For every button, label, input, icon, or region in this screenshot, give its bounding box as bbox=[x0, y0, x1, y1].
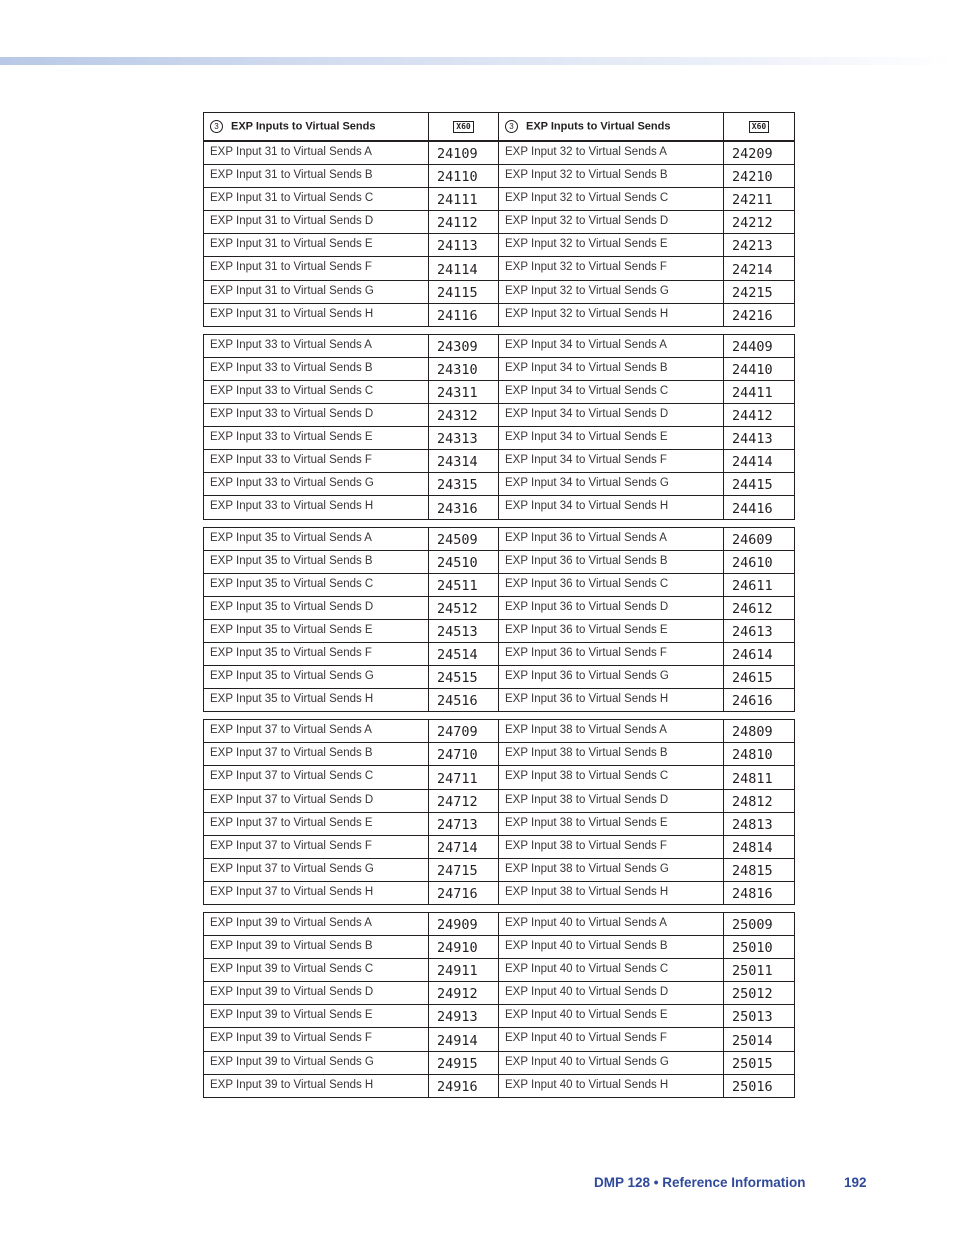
table-row bbox=[204, 642, 795, 665]
right-command-code: 25015 bbox=[724, 1051, 795, 1074]
command-table bbox=[203, 112, 794, 1098]
table-row bbox=[204, 881, 795, 904]
right-function-cell: EXP Input 38 to Virtual Sends G bbox=[499, 858, 724, 881]
right-function-cell: EXP Input 34 to Virtual Sends E bbox=[499, 427, 724, 450]
left-function-cell: EXP Input 31 to Virtual Sends C bbox=[204, 188, 429, 211]
right-command-code: 24209 bbox=[724, 142, 795, 165]
right-function-cell: EXP Input 32 to Virtual Sends F bbox=[499, 257, 724, 280]
right-function-cell: EXP Input 34 to Virtual Sends A bbox=[499, 334, 724, 357]
header-decorative-band bbox=[0, 57, 954, 65]
left-command-code: 24115 bbox=[429, 280, 499, 303]
table-row bbox=[204, 357, 795, 380]
right-command-code: 24812 bbox=[724, 789, 795, 812]
left-command-code: 24909 bbox=[429, 913, 499, 936]
left-command-code: 24712 bbox=[429, 789, 499, 812]
table-row bbox=[204, 720, 795, 743]
left-command-code: 24316 bbox=[429, 496, 499, 519]
right-command-code: 24409 bbox=[724, 334, 795, 357]
header-left-device-cell bbox=[429, 113, 499, 141]
right-function-cell: EXP Input 38 to Virtual Sends A bbox=[499, 720, 724, 743]
table-groups bbox=[203, 141, 794, 1098]
right-function-cell: EXP Input 40 to Virtual Sends E bbox=[499, 1005, 724, 1028]
right-function-cell: EXP Input 36 to Virtual Sends H bbox=[499, 689, 724, 712]
left-function-cell: EXP Input 39 to Virtual Sends E bbox=[204, 1005, 429, 1028]
left-command-code: 24916 bbox=[429, 1074, 499, 1097]
left-command-code: 24109 bbox=[429, 142, 499, 165]
right-command-code: 25013 bbox=[724, 1005, 795, 1028]
table-header bbox=[203, 112, 795, 141]
table-row bbox=[204, 858, 795, 881]
right-command-code: 24411 bbox=[724, 380, 795, 403]
right-command-code: 24610 bbox=[724, 550, 795, 573]
left-function-cell: EXP Input 31 to Virtual Sends A bbox=[204, 142, 429, 165]
right-function-cell: EXP Input 32 to Virtual Sends C bbox=[499, 188, 724, 211]
left-function-cell: EXP Input 39 to Virtual Sends F bbox=[204, 1028, 429, 1051]
left-function-cell: EXP Input 37 to Virtual Sends D bbox=[204, 789, 429, 812]
left-command-code: 24716 bbox=[429, 881, 499, 904]
right-command-code: 24814 bbox=[724, 835, 795, 858]
right-function-cell: EXP Input 32 to Virtual Sends G bbox=[499, 280, 724, 303]
page-footer bbox=[594, 1175, 867, 1190]
table-row bbox=[204, 450, 795, 473]
left-command-code: 24713 bbox=[429, 812, 499, 835]
table-row bbox=[204, 380, 795, 403]
right-command-code: 24216 bbox=[724, 303, 795, 326]
table-row bbox=[204, 1005, 795, 1028]
left-command-code: 24913 bbox=[429, 1005, 499, 1028]
right-command-code: 24813 bbox=[724, 812, 795, 835]
left-function-cell: EXP Input 37 to Virtual Sends H bbox=[204, 881, 429, 904]
left-command-code: 24715 bbox=[429, 858, 499, 881]
left-function-cell: EXP Input 31 to Virtual Sends H bbox=[204, 303, 429, 326]
table-group bbox=[203, 141, 795, 327]
left-function-cell: EXP Input 37 to Virtual Sends C bbox=[204, 766, 429, 789]
left-command-code: 24312 bbox=[429, 404, 499, 427]
right-command-code: 24815 bbox=[724, 858, 795, 881]
left-function-cell: EXP Input 31 to Virtual Sends E bbox=[204, 234, 429, 257]
left-command-code: 24314 bbox=[429, 450, 499, 473]
table-row bbox=[204, 573, 795, 596]
right-function-cell: EXP Input 36 to Virtual Sends E bbox=[499, 619, 724, 642]
circled-number-icon: 3 bbox=[505, 120, 518, 133]
right-command-code: 24810 bbox=[724, 743, 795, 766]
left-function-cell: EXP Input 35 to Virtual Sends F bbox=[204, 642, 429, 665]
right-command-code: 24410 bbox=[724, 357, 795, 380]
table-row bbox=[204, 913, 795, 936]
right-command-code: 24412 bbox=[724, 404, 795, 427]
right-function-cell: EXP Input 34 to Virtual Sends G bbox=[499, 473, 724, 496]
right-function-cell: EXP Input 34 to Virtual Sends B bbox=[499, 357, 724, 380]
right-command-code: 24213 bbox=[724, 234, 795, 257]
table-row bbox=[204, 473, 795, 496]
right-command-code: 24614 bbox=[724, 642, 795, 665]
table-row bbox=[204, 188, 795, 211]
left-command-code: 24310 bbox=[429, 357, 499, 380]
right-command-code: 24611 bbox=[724, 573, 795, 596]
right-function-cell: EXP Input 36 to Virtual Sends A bbox=[499, 527, 724, 550]
table-row bbox=[204, 142, 795, 165]
right-command-code: 24415 bbox=[724, 473, 795, 496]
table-group bbox=[203, 334, 795, 520]
right-command-code: 24414 bbox=[724, 450, 795, 473]
right-function-cell: EXP Input 36 to Virtual Sends D bbox=[499, 596, 724, 619]
right-command-code: 24613 bbox=[724, 619, 795, 642]
right-function-cell: EXP Input 32 to Virtual Sends E bbox=[499, 234, 724, 257]
left-function-cell: EXP Input 39 to Virtual Sends D bbox=[204, 982, 429, 1005]
left-function-cell: EXP Input 37 to Virtual Sends G bbox=[204, 858, 429, 881]
left-command-code: 24710 bbox=[429, 743, 499, 766]
right-command-code: 25010 bbox=[724, 936, 795, 959]
right-command-code: 24809 bbox=[724, 720, 795, 743]
right-function-cell: EXP Input 38 to Virtual Sends E bbox=[499, 812, 724, 835]
right-function-cell: EXP Input 40 to Virtual Sends C bbox=[499, 959, 724, 982]
table-row bbox=[204, 835, 795, 858]
table-row bbox=[204, 689, 795, 712]
right-command-code: 25011 bbox=[724, 959, 795, 982]
left-command-code: 24510 bbox=[429, 550, 499, 573]
left-command-code: 24516 bbox=[429, 689, 499, 712]
table-row bbox=[204, 550, 795, 573]
left-command-code: 24912 bbox=[429, 982, 499, 1005]
left-command-code: 24711 bbox=[429, 766, 499, 789]
right-function-cell: EXP Input 38 to Virtual Sends C bbox=[499, 766, 724, 789]
table-row bbox=[204, 812, 795, 835]
right-command-code: 24616 bbox=[724, 689, 795, 712]
table-row bbox=[204, 596, 795, 619]
left-command-code: 24509 bbox=[429, 527, 499, 550]
left-function-cell: EXP Input 31 to Virtual Sends F bbox=[204, 257, 429, 280]
left-function-cell: EXP Input 33 to Virtual Sends B bbox=[204, 357, 429, 380]
left-command-code: 24910 bbox=[429, 936, 499, 959]
right-command-code: 25014 bbox=[724, 1028, 795, 1051]
right-function-cell: EXP Input 40 to Virtual Sends H bbox=[499, 1074, 724, 1097]
x60-device-icon: X60 bbox=[453, 121, 473, 133]
right-function-cell: EXP Input 34 to Virtual Sends H bbox=[499, 496, 724, 519]
left-function-cell: EXP Input 35 to Virtual Sends D bbox=[204, 596, 429, 619]
left-command-code: 24315 bbox=[429, 473, 499, 496]
left-command-code: 24113 bbox=[429, 234, 499, 257]
left-command-code: 24914 bbox=[429, 1028, 499, 1051]
header-right-device-cell bbox=[724, 113, 795, 141]
table-row bbox=[204, 257, 795, 280]
left-command-code: 24714 bbox=[429, 835, 499, 858]
left-function-cell: EXP Input 31 to Virtual Sends B bbox=[204, 165, 429, 188]
left-command-code: 24515 bbox=[429, 666, 499, 689]
right-function-cell: EXP Input 34 to Virtual Sends D bbox=[499, 404, 724, 427]
left-command-code: 24709 bbox=[429, 720, 499, 743]
table-row bbox=[204, 404, 795, 427]
left-function-cell: EXP Input 35 to Virtual Sends G bbox=[204, 666, 429, 689]
left-command-code: 24311 bbox=[429, 380, 499, 403]
left-function-cell: EXP Input 33 to Virtual Sends C bbox=[204, 380, 429, 403]
table-row bbox=[204, 789, 795, 812]
right-command-code: 24211 bbox=[724, 188, 795, 211]
right-command-code: 24413 bbox=[724, 427, 795, 450]
left-command-code: 24309 bbox=[429, 334, 499, 357]
right-function-cell: EXP Input 32 to Virtual Sends D bbox=[499, 211, 724, 234]
left-command-code: 24116 bbox=[429, 303, 499, 326]
table-row bbox=[204, 982, 795, 1005]
left-command-code: 24514 bbox=[429, 642, 499, 665]
table-row bbox=[204, 427, 795, 450]
right-function-cell: EXP Input 34 to Virtual Sends F bbox=[499, 450, 724, 473]
circled-number-icon: 3 bbox=[210, 120, 223, 133]
left-command-code: 24915 bbox=[429, 1051, 499, 1074]
table-row bbox=[204, 666, 795, 689]
left-function-cell: EXP Input 33 to Virtual Sends F bbox=[204, 450, 429, 473]
left-function-cell: EXP Input 35 to Virtual Sends E bbox=[204, 619, 429, 642]
left-function-cell: EXP Input 35 to Virtual Sends C bbox=[204, 573, 429, 596]
left-function-cell: EXP Input 33 to Virtual Sends E bbox=[204, 427, 429, 450]
right-command-code: 25009 bbox=[724, 913, 795, 936]
right-command-code: 24215 bbox=[724, 280, 795, 303]
right-command-code: 24811 bbox=[724, 766, 795, 789]
table-row bbox=[204, 1051, 795, 1074]
right-function-cell: EXP Input 36 to Virtual Sends G bbox=[499, 666, 724, 689]
right-command-code: 24612 bbox=[724, 596, 795, 619]
x60-device-icon: X60 bbox=[749, 121, 769, 133]
right-command-code: 24416 bbox=[724, 496, 795, 519]
right-function-cell: EXP Input 32 to Virtual Sends A bbox=[499, 142, 724, 165]
table-group bbox=[203, 719, 795, 905]
left-function-cell: EXP Input 35 to Virtual Sends A bbox=[204, 527, 429, 550]
table-row bbox=[204, 619, 795, 642]
left-function-cell: EXP Input 39 to Virtual Sends C bbox=[204, 959, 429, 982]
table-row bbox=[204, 959, 795, 982]
right-command-code: 24816 bbox=[724, 881, 795, 904]
left-function-cell: EXP Input 39 to Virtual Sends H bbox=[204, 1074, 429, 1097]
right-command-code: 25016 bbox=[724, 1074, 795, 1097]
left-command-code: 24111 bbox=[429, 188, 499, 211]
table-group bbox=[203, 912, 795, 1098]
left-command-code: 24911 bbox=[429, 959, 499, 982]
left-command-code: 24511 bbox=[429, 573, 499, 596]
header-right-title-cell bbox=[499, 113, 724, 141]
table-row bbox=[204, 936, 795, 959]
right-command-code: 25012 bbox=[724, 982, 795, 1005]
table-row bbox=[204, 303, 795, 326]
left-command-code: 24112 bbox=[429, 211, 499, 234]
table-row bbox=[204, 1028, 795, 1051]
left-function-cell: EXP Input 35 to Virtual Sends H bbox=[204, 689, 429, 712]
left-function-cell: EXP Input 37 to Virtual Sends E bbox=[204, 812, 429, 835]
left-function-cell: EXP Input 37 to Virtual Sends B bbox=[204, 743, 429, 766]
left-command-code: 24110 bbox=[429, 165, 499, 188]
right-function-cell: EXP Input 40 to Virtual Sends B bbox=[499, 936, 724, 959]
right-function-cell: EXP Input 36 to Virtual Sends F bbox=[499, 642, 724, 665]
left-function-cell: EXP Input 33 to Virtual Sends D bbox=[204, 404, 429, 427]
table-row bbox=[204, 496, 795, 519]
header-left-title-cell bbox=[204, 113, 429, 141]
left-function-cell: EXP Input 33 to Virtual Sends A bbox=[204, 334, 429, 357]
right-function-cell: EXP Input 32 to Virtual Sends H bbox=[499, 303, 724, 326]
right-function-cell: EXP Input 38 to Virtual Sends D bbox=[499, 789, 724, 812]
left-function-cell: EXP Input 39 to Virtual Sends A bbox=[204, 913, 429, 936]
left-function-cell: EXP Input 39 to Virtual Sends B bbox=[204, 936, 429, 959]
right-function-cell: EXP Input 40 to Virtual Sends G bbox=[499, 1051, 724, 1074]
right-command-code: 24214 bbox=[724, 257, 795, 280]
right-command-code: 24210 bbox=[724, 165, 795, 188]
left-function-cell: EXP Input 33 to Virtual Sends H bbox=[204, 496, 429, 519]
header-left-title: EXP Inputs to Virtual Sends bbox=[231, 120, 376, 133]
right-function-cell: EXP Input 40 to Virtual Sends A bbox=[499, 913, 724, 936]
table-row bbox=[204, 280, 795, 303]
table-row bbox=[204, 527, 795, 550]
right-function-cell: EXP Input 40 to Virtual Sends F bbox=[499, 1028, 724, 1051]
right-function-cell: EXP Input 38 to Virtual Sends F bbox=[499, 835, 724, 858]
table-group bbox=[203, 527, 795, 713]
table-row bbox=[204, 165, 795, 188]
footer-title: DMP 128 • Reference Information bbox=[594, 1175, 806, 1190]
header-right-title: EXP Inputs to Virtual Sends bbox=[526, 120, 671, 133]
left-function-cell: EXP Input 31 to Virtual Sends D bbox=[204, 211, 429, 234]
left-function-cell: EXP Input 31 to Virtual Sends G bbox=[204, 280, 429, 303]
table-row bbox=[204, 1074, 795, 1097]
left-command-code: 24114 bbox=[429, 257, 499, 280]
table-row bbox=[204, 334, 795, 357]
right-command-code: 24212 bbox=[724, 211, 795, 234]
right-function-cell: EXP Input 36 to Virtual Sends C bbox=[499, 573, 724, 596]
page-number: 192 bbox=[844, 1175, 867, 1190]
left-command-code: 24512 bbox=[429, 596, 499, 619]
left-command-code: 24513 bbox=[429, 619, 499, 642]
right-command-code: 24609 bbox=[724, 527, 795, 550]
left-function-cell: EXP Input 39 to Virtual Sends G bbox=[204, 1051, 429, 1074]
right-function-cell: EXP Input 38 to Virtual Sends B bbox=[499, 743, 724, 766]
table-row bbox=[204, 234, 795, 257]
left-command-code: 24313 bbox=[429, 427, 499, 450]
right-function-cell: EXP Input 38 to Virtual Sends H bbox=[499, 881, 724, 904]
left-function-cell: EXP Input 37 to Virtual Sends A bbox=[204, 720, 429, 743]
left-function-cell: EXP Input 33 to Virtual Sends G bbox=[204, 473, 429, 496]
left-function-cell: EXP Input 37 to Virtual Sends F bbox=[204, 835, 429, 858]
right-function-cell: EXP Input 40 to Virtual Sends D bbox=[499, 982, 724, 1005]
table-row bbox=[204, 766, 795, 789]
right-function-cell: EXP Input 36 to Virtual Sends B bbox=[499, 550, 724, 573]
right-function-cell: EXP Input 32 to Virtual Sends B bbox=[499, 165, 724, 188]
right-command-code: 24615 bbox=[724, 666, 795, 689]
table-row bbox=[204, 211, 795, 234]
left-function-cell: EXP Input 35 to Virtual Sends B bbox=[204, 550, 429, 573]
table-row bbox=[204, 743, 795, 766]
right-function-cell: EXP Input 34 to Virtual Sends C bbox=[499, 380, 724, 403]
